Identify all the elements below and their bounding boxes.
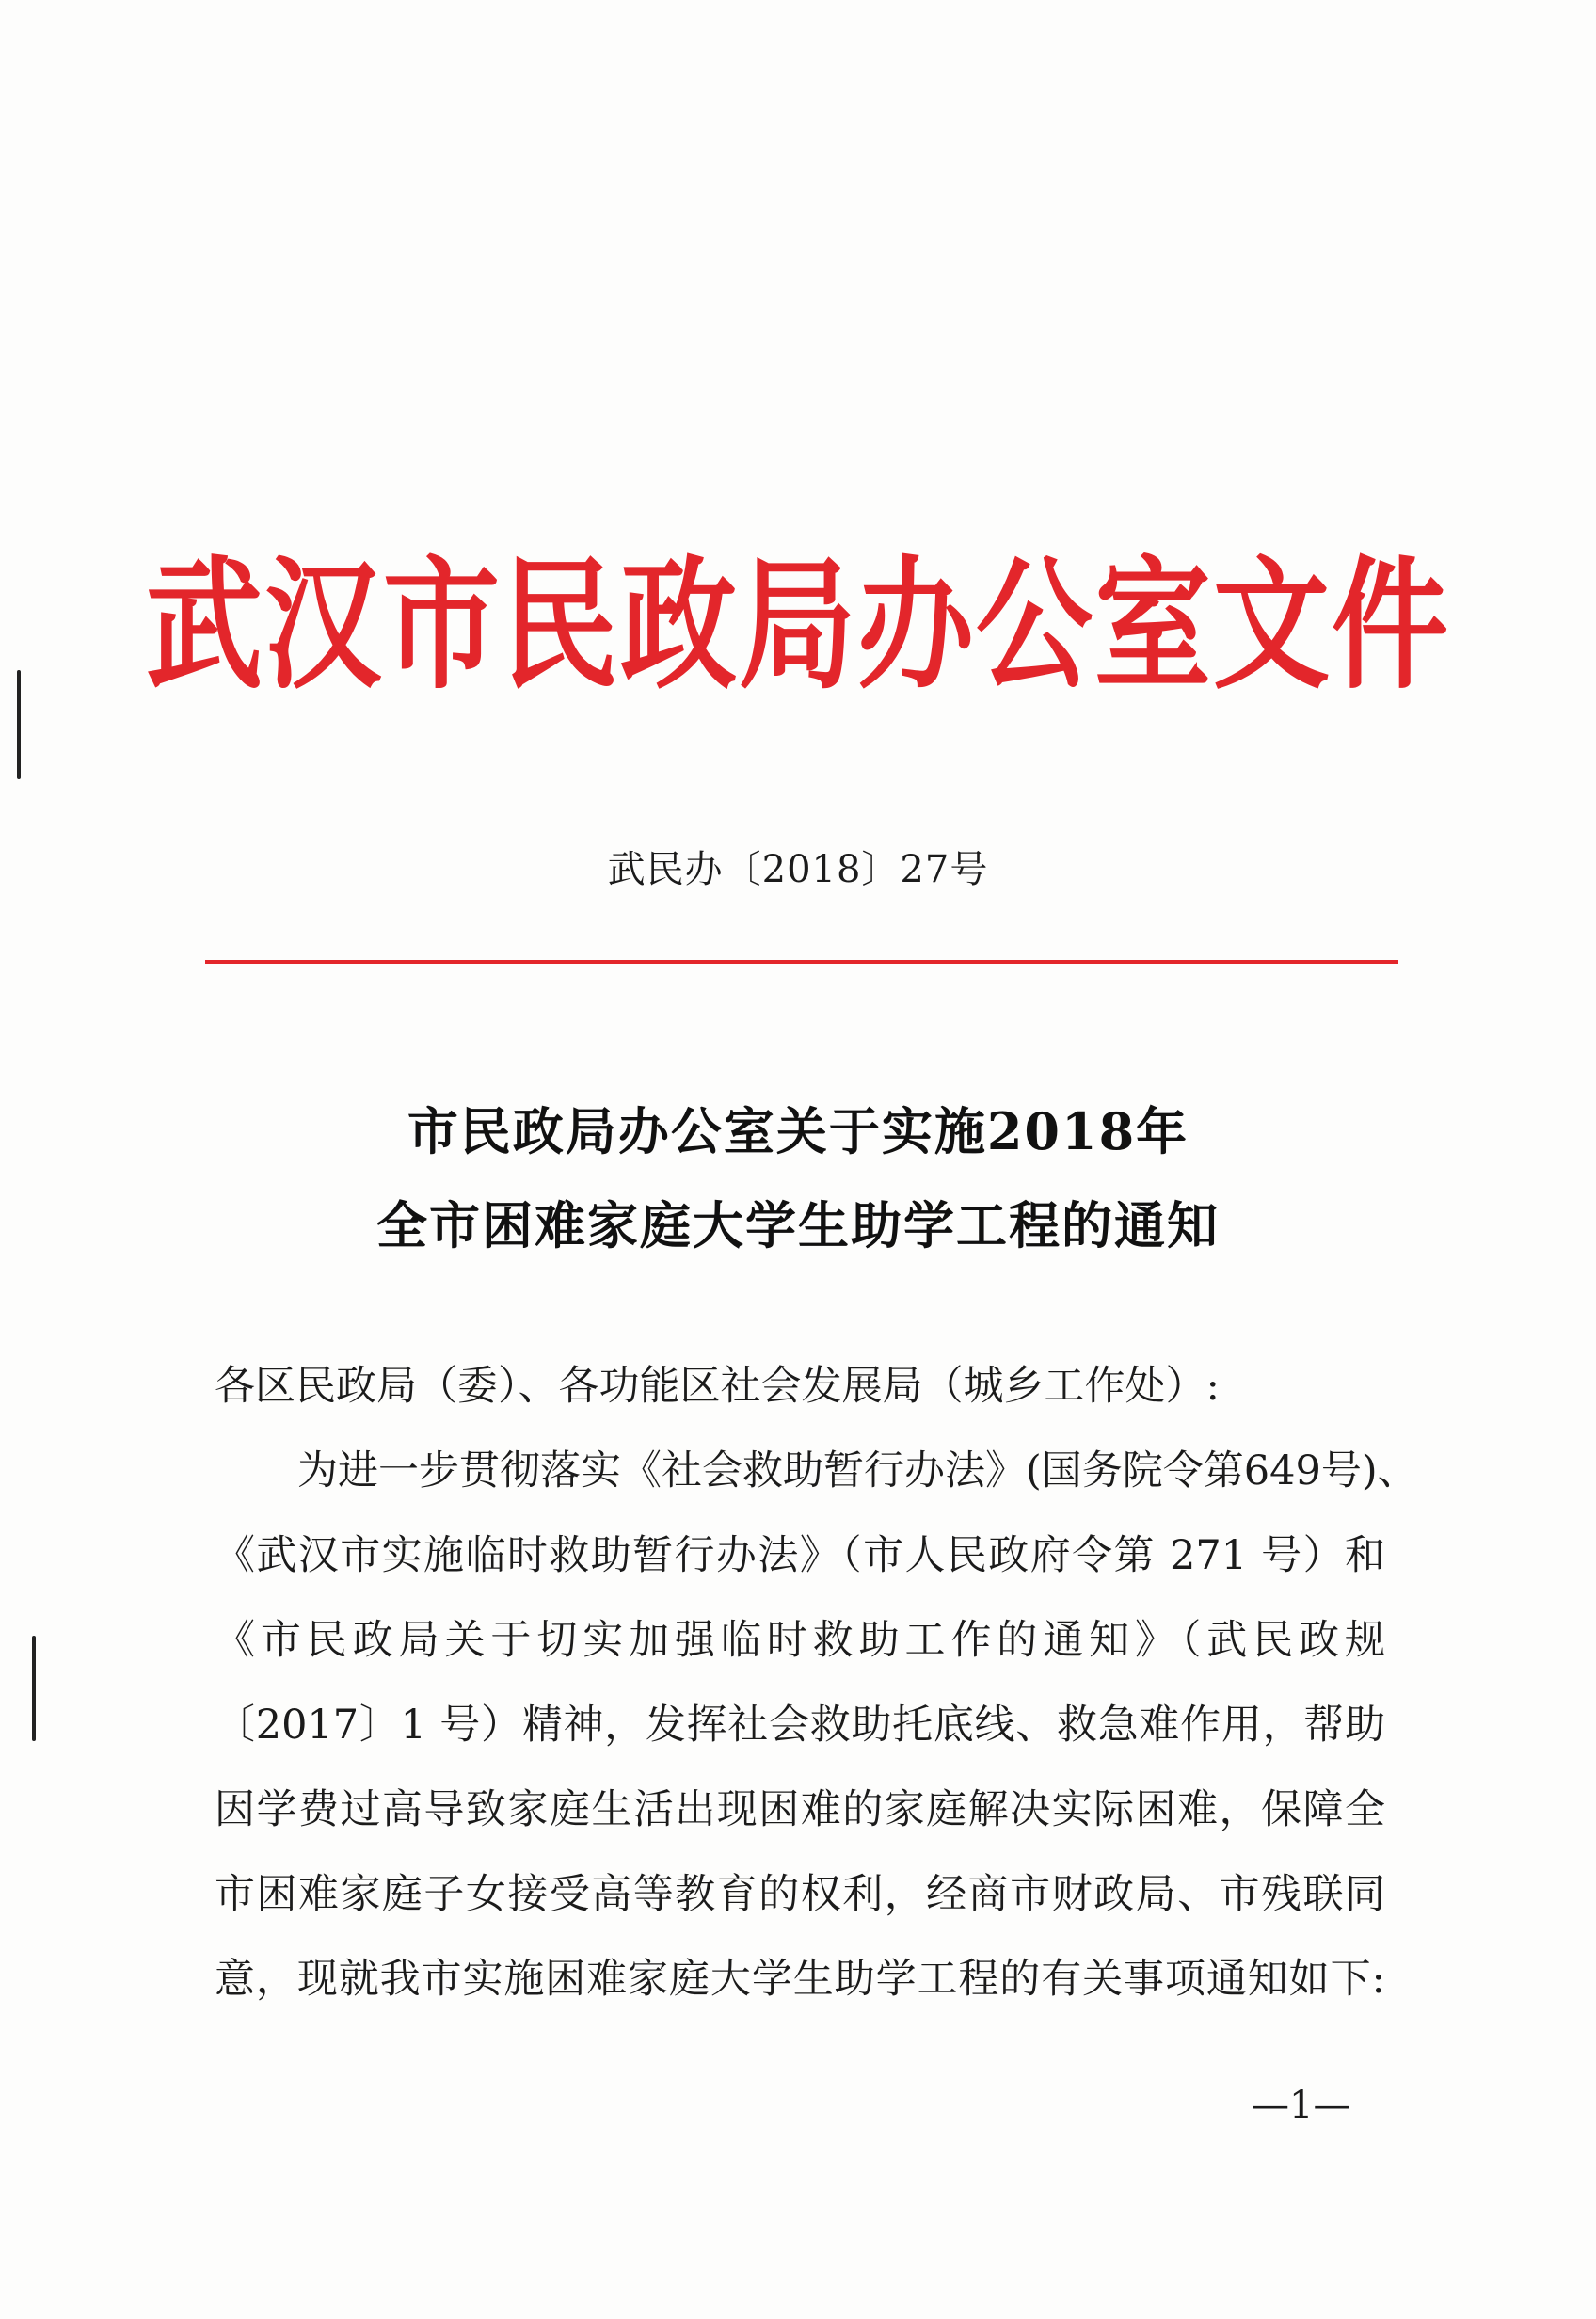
document-title-line-1: 市民政局办公室关于实施2018年 <box>407 1101 1189 1161</box>
salutation: 各区民政局（委）、各功能区社会发展局（城乡工作处）: <box>215 1363 1220 1410</box>
red-separator-line <box>205 960 1398 964</box>
paragraph-line: 因学费过高导致家庭生活出现困难的家庭解决实际困难，保障全 <box>215 1786 1385 1833</box>
document-header-title: 武汉市民政局办公室文件 <box>145 543 1450 710</box>
binding-mark-bottom <box>32 1636 36 1741</box>
paragraph-line: 《武汉市实施临时救助暂行办法》（市人民政府令第 271 号）和 <box>215 1532 1385 1579</box>
paragraph-line: 为进一步贯彻落实《社会救助暂行办法》(国务院令第649号)、 <box>297 1447 1418 1495</box>
page-number: —1— <box>1252 2084 1351 2127</box>
document-title-line-2: 全市困难家庭大学生助学工程的通知 <box>376 1195 1220 1255</box>
paragraph-line: 《市民政局关于切实加强临时救助工作的通知》（武民政规 <box>215 1617 1385 1664</box>
paragraph-line: 〔2017〕1 号）精神，发挥社会救助托底线、救急难作用，帮助 <box>215 1702 1385 1749</box>
paragraph-line: 市困难家庭子女接受高等教育的权利，经商市财政局、市残联同 <box>215 1871 1385 1918</box>
document-number: 武民办〔2018〕27号 <box>607 848 989 891</box>
paragraph-line: 意，现就我市实施困难家庭大学生助学工程的有关事项通知如下: <box>215 1956 1385 2003</box>
